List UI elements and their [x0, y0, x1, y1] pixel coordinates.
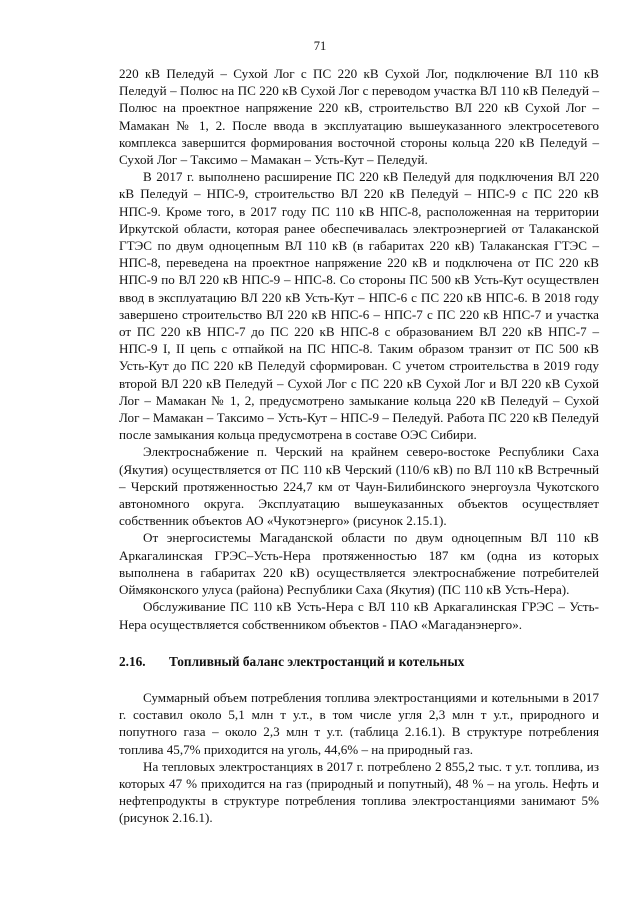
paragraph: В 2017 г. выполнено расширение ПС 220 кВ Пеледуй для подключения ВЛ 220 кВ Пеледуй – НПС-9, строительство ВЛ 220 кВ Пеледуй – НПС-9 с ПС 220 кВ НПС-9. Кроме того, в 2017 году ПС 110 кВ НПС-8, расположенная на территории Иркутской области, которая ранее обеспечивалась электроэнергией от Талаканской ГТЭС по двум одноцепным ВЛ 110 кВ (в габаритах 220 кВ) Талаканская ГТЭС – НПС-8, переведена на проектное напряжение 220 кВ и подключена от ПС 220 кВ НПС-9 по ВЛ 220 кВ НПС-9 – НПС-8. Со стороны ПС 500 кВ Усть-Кут осуществлен ввод в эксплуатацию ВЛ 220 кВ Усть-Кут – НПС-6 с ПС 220 кВ НПС-6. В 2018 году завершено строительство ВЛ 220 кВ НПС-6 – НПС-7 с ПС 220 кВ НПС-7 и участка от ПС 220 кВ НПС-7 до ПС 220 кВ НПС-8 с образованием ВЛ 220 кВ НПС-7 – НПС-9 I, II цепь с отпайкой на ПС НПС-8. Таким образом транзит от ПС 500 кВ Усть-Кут до ПС 220 кВ Пеледуй сформирован. С учетом строительства в 2019 году второй ВЛ 220 кВ Пеледуй – Сухой Лог с ПС 220 кВ Сухой Лог и ВЛ 220 кВ Сухой Лог – Мамакан № 1, 2, предусмотрено замыкание кольца 220 кВ Пеледуй – Сухой Лог – Мамакан – Таксимо – Усть-Кут – НПС-9 – Пеледуй. Работа ПС 220 кВ Пеледуй после замыкания кольца предусмотрена в составе ОЭС Сибири. — [119, 169, 599, 443]
section-number: 2.16. — [119, 653, 146, 669]
paragraph: Обслуживание ПС 110 кВ Усть-Нера с ВЛ 110 кВ Аркагалинская ГРЭС – Усть-Нера осуществляется собственником объектов - ПАО «Магаданэнерго». — [119, 599, 599, 632]
page-number: 71 — [313, 39, 327, 53]
section-heading — [119, 653, 599, 670]
paragraph: На тепловых электростанциях в 2017 г. потреблено 2 855,2 тыс. т у.т. топлива, из которых 47 % приходится на газ (природный и попутный), 48 % – на уголь. Нефть и нефтепродукты в структуре потребления топлива электростанциями занимают 5% (рисунок 2.16.1). — [119, 758, 599, 826]
paragraph: Электроснабжение п. Черский на крайнем северо-востоке Республики Саха (Якутия) осуществляется от ПС 110 кВ Черский (110/6 кВ) по ВЛ 110 кВ Встречный – Черский протяженностью 224,7 км от Чаун-Билибинского энергоузла Чукотского автономного округа. Эксплуатацию вышеуказанных объектов осуществляет собственник объектов АО «Чукотэнерго» (рисунок 2.15.1). — [119, 444, 599, 529]
paragraph-continuation: 220 кВ Пеледуй – Сухой Лог с ПС 220 кВ Сухой Лог, подключение ВЛ 110 кВ Пеледуй – Полюс на ПС 220 кВ Сухой Лог с переводом участка ВЛ 110 кВ Пеледуй – Полюс на проектное напряжение 220 кВ, строительство ВЛ 220 кВ Сухой Лог – Мамакан № 1, 2. После ввода в эксплуатацию вышеуказанного электросетевого комплекса завершится формирования восточной стороны кольца 220 кВ Пеледуй – Сухой Лог – Таксимо – Мамакан – Усть-Кут – Пеледуй. — [119, 66, 599, 168]
page-body — [119, 65, 599, 827]
paragraph: От энергосистемы Магаданской области по двум одноцепным ВЛ 110 кВ Аркагалинская ГРЭС–Усть-Нера протяженностью 187 км (одна из которых выполнена в габаритах 220 кВ) осуществляется электроснабжение потребителей Оймяконского улуса (района) Республики Саха (Якутия) (ПС 110 кВ Усть-Нера). — [119, 530, 599, 598]
paragraph: Суммарный объем потребления топлива электростанциями и котельными в 2017 г. составил около 5,1 млн т у.т., в том числе угля 2,3 млн т у.т., природного и попутного газа – около 2,3 млн т у.т. (таблица 2.16.1). В структуре потребления топлива 45,7% приходится на уголь, 44,6% – на природный газ. — [119, 689, 599, 757]
section-title: Топливный баланс электростанций и котельных — [169, 653, 465, 669]
